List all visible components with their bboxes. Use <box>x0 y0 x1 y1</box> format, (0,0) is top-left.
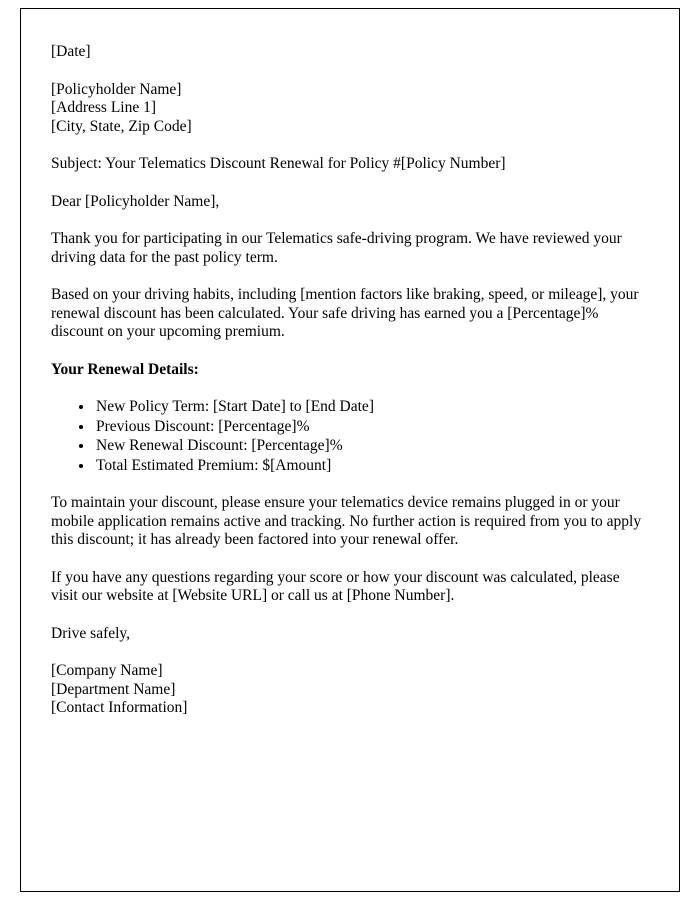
department-name-line: [Department Name] <box>51 680 176 698</box>
signature-block <box>51 662 649 718</box>
renewal-details-heading: Your Renewal Details: <box>51 360 199 378</box>
detail-item-total-estimated-premium: • Total Estimated Premium: $[Amount] <box>94 457 649 476</box>
detail-item-new-renewal-discount: • New Renewal Discount: [Percentage]% <box>94 437 649 456</box>
questions-paragraph: If you have any questions regarding your score or how your discount was calculated, please visit our website at [Website URL] or call us at [Phone Number]. <box>51 568 620 604</box>
detail-item-previous-discount: • Previous Discount: [Percentage]% <box>94 418 649 437</box>
subject-line: Subject: Your Telematics Discount Renewal for Policy #[Policy Number] <box>51 155 506 172</box>
salutation-line: Dear [Policyholder Name], <box>51 192 220 210</box>
intro-paragraph: Thank you for participating in our Telematics safe-driving program. We have reviewed your driving data for the past policy term. <box>51 230 622 266</box>
date-line: [Date] <box>51 43 91 60</box>
closing-line: Drive safely, <box>51 624 131 642</box>
recipient-address-block <box>51 81 649 137</box>
recipient-city-state-zip-line: [City, State, Zip Code] <box>51 117 192 135</box>
renewal-details-list <box>51 398 649 475</box>
date-block <box>51 43 649 62</box>
recipient-address-line: [Address Line 1] <box>51 99 157 116</box>
detail-item-policy-term: • New Policy Term: [Start Date] to [End Date] <box>94 398 649 417</box>
discount-paragraph: Based on your driving habits, including [mention factors like braking, speed, or mileage], your renewal discount has been calculated. Your safe driving has earned you a [Percentage]% discount on your upcoming premium. <box>51 286 639 340</box>
company-name-line: [Company Name] <box>51 662 163 679</box>
contact-information-line: [Contact Information] <box>51 699 188 716</box>
recipient-name-line: [Policyholder Name] <box>51 80 182 98</box>
letter-page <box>20 8 680 892</box>
maintain-discount-paragraph: To maintain your discount, please ensure your telematics device remains plugged in or your mobile application remains active and tracking. No further action is required from you to apply this discount; it has already been factored into your renewal offer. <box>51 494 642 548</box>
